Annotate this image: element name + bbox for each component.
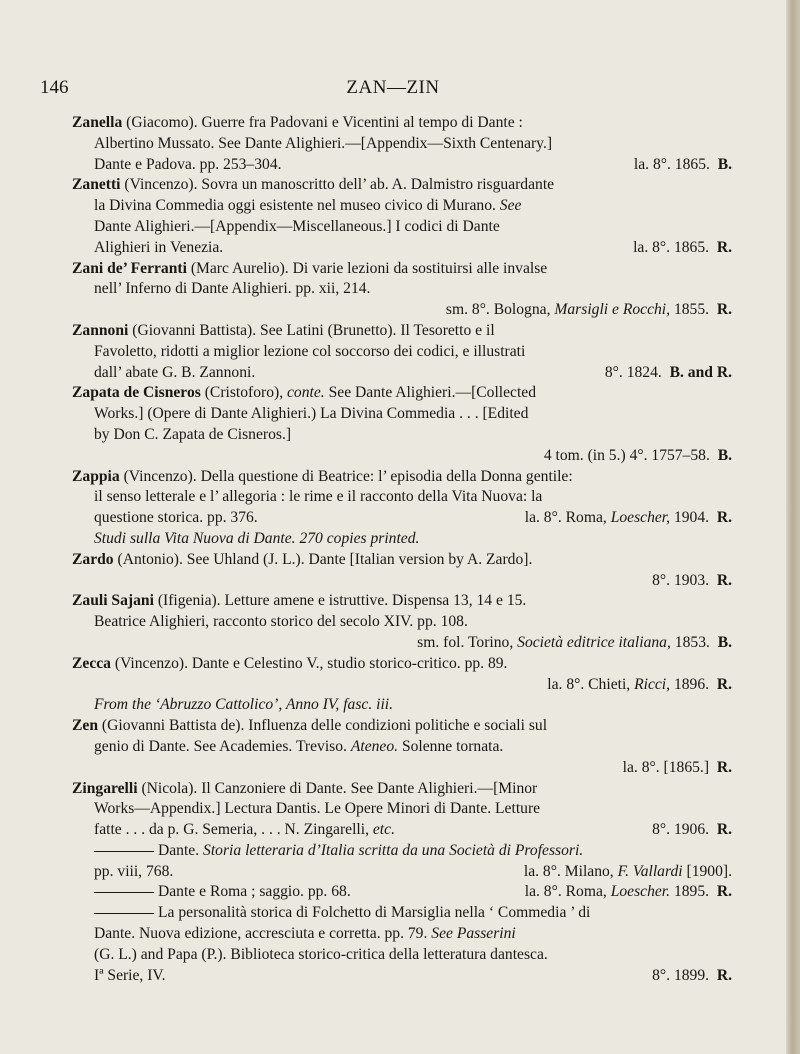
page-edge	[786, 0, 800, 1054]
running-head: ZAN—ZIN	[346, 77, 440, 98]
entry-location-mark: R.	[716, 238, 732, 256]
entry-imprint: la. 8°. Milano,	[523, 862, 614, 880]
entry-zingarelli-dante	[72, 841, 732, 883]
entry-text: etc.	[372, 821, 395, 839]
entry-text: dall’ abate G. B. Zannoni.	[94, 363, 256, 381]
entry-text: Dante e Roma ; saggio. pp. 68.	[158, 883, 351, 901]
entry-location-mark: B. and R.	[669, 363, 732, 381]
entry-text: (Marc Aurelio). Di varie lezioni da sostituirsi alle invalse	[190, 259, 548, 277]
entry-location-mark: R.	[716, 966, 732, 984]
entry-heading: Zauli Sajani	[72, 592, 154, 610]
page-header	[40, 76, 746, 100]
entry-text: (Giovanni Battista). See Latini (Brunetto). Il Tesoretto e il	[132, 321, 495, 339]
entry-heading: Zanella	[72, 114, 123, 131]
entry-location-mark: R.	[716, 301, 732, 319]
entry-publisher: Ricci,	[634, 675, 671, 693]
entry-zingarelli	[72, 779, 732, 841]
entry-year: [1900].	[686, 862, 732, 880]
entry-heading: Zanetti	[72, 176, 121, 194]
entry-text: (Ifigenia). Letture amene e istruttive. Dispensa 13, 14 e 15.	[157, 592, 527, 610]
entry-text: Ateneo.	[350, 737, 399, 755]
entry-text: (Vincenzo). Dante e Celestino V., studio storico-critico. pp. 89.	[114, 654, 508, 672]
entry-imprint: 8°. 1903.	[652, 571, 710, 589]
entry-text: conte.	[287, 384, 325, 402]
entry-publisher: Società editrice italiana,	[517, 633, 671, 651]
entry-heading: Zani de’ Ferranti	[72, 259, 187, 277]
entry-text: See Passerini	[431, 925, 516, 943]
entry-imprint: 8°. 1906.	[652, 821, 710, 839]
entry-heading: Zappia	[72, 467, 120, 485]
entry-text: Storia letteraria d’Italia scritta da una Società di Professori.	[203, 841, 584, 859]
entry-heading: Zapata de Cisneros	[72, 384, 201, 402]
entry-text: Beatrice Alighieri, racconto storico del secolo XIV. pp. 108.	[94, 613, 468, 631]
entry-location-mark: B.	[717, 633, 732, 651]
entry-text: Iª Serie, IV.	[94, 966, 166, 984]
page-number: 146	[40, 77, 69, 98]
entry-text: (Cristoforo),	[204, 384, 284, 402]
entry-zanella	[72, 113, 732, 175]
entry-year: 1895.	[673, 883, 710, 901]
catalogue-entries	[72, 113, 732, 986]
ditto-rule	[94, 851, 154, 852]
entry-heading: Zingarelli	[72, 779, 138, 797]
entry-location-mark: B.	[717, 155, 732, 173]
entry-zardo	[72, 550, 732, 592]
entry-year: 1904.	[673, 509, 710, 527]
entry-text: nell’ Inferno di Dante Alighieri. pp. xii, 214.	[94, 280, 371, 298]
entry-zappia	[72, 467, 732, 550]
entry-publisher: Loescher.	[610, 883, 671, 901]
entry-text: pp. viii, 768.	[94, 862, 174, 880]
entry-imprint: la. 8°. Chieti,	[547, 675, 631, 693]
ditto-rule	[94, 913, 154, 914]
entry-text: See	[499, 197, 522, 215]
entry-note: Studi sulla Vita Nuova di Dante. 270 copies printed.	[94, 529, 420, 547]
entry-text: Alighieri in Venezia.	[94, 238, 224, 256]
entry-zingarelli-folchetto	[72, 903, 732, 986]
entry-year: 1855.	[673, 301, 710, 319]
entry-text: Dante.	[158, 841, 200, 859]
entry-imprint: 4 tom. (in 5.) 4°. 1757–58.	[543, 446, 710, 464]
entry-imprint: 8°. 1899.	[652, 966, 710, 984]
entry-zanetti	[72, 175, 732, 258]
entry-location-mark: R.	[716, 758, 732, 776]
entry-imprint: 8°. 1824.	[604, 363, 662, 381]
entry-text: See Dante Alighieri.—[Collected	[328, 384, 537, 402]
entry-location-mark: R.	[716, 821, 732, 839]
entry-year: 1853.	[674, 633, 710, 651]
entry-publisher: Marsigli e Rocchi,	[554, 301, 671, 319]
entry-text: Solenne tornata.	[401, 737, 504, 755]
entry-imprint: la. 8°. Roma,	[524, 509, 607, 527]
entry-text: Dante e Padova. pp. 253–304.	[94, 155, 282, 173]
entry-imprint: sm. 8°. Bologna,	[445, 301, 551, 319]
entry-imprint: la. 8°. 1865.	[633, 238, 710, 256]
entry-location-mark: R.	[716, 571, 732, 589]
entry-text: fatte . . . da p. G. Semeria, . . . N. Zingarelli,	[94, 821, 369, 839]
entry-zani-de-ferranti	[72, 259, 732, 321]
entry-zauli-sajani	[72, 591, 732, 653]
entry-publisher: Loescher,	[610, 509, 671, 527]
entry-heading: Zen	[72, 717, 98, 735]
entry-year: 1896.	[673, 675, 710, 693]
entry-text: Works.] (Opere di Dante Alighieri.) La Divina Commedia . . . [Edited	[94, 405, 529, 423]
entry-text: genio di Dante. See Academies. Treviso.	[94, 737, 347, 755]
entry-note: From the ‘Abruzzo Cattolico’, Anno IV, fasc. iii.	[94, 696, 394, 714]
entry-text: (Nicola). Il Canzoniere di Dante. See Dante Alighieri.—[Minor	[141, 779, 538, 797]
entry-text: Dante Alighieri.—[Appendix—Miscellaneous.] I codici di Dante	[94, 217, 500, 235]
entry-text: la Divina Commedia oggi esistente nel museo civico di Murano.	[94, 197, 496, 215]
entry-zapata-de-cisneros	[72, 383, 732, 466]
entry-heading: Zecca	[72, 654, 111, 672]
entry-imprint: la. 8°. Roma,	[524, 883, 607, 901]
entry-text: by Don C. Zapata de Cisneros.]	[94, 425, 292, 443]
entry-heading: Zannoni	[72, 321, 129, 339]
entry-zingarelli-dante-e-roma	[72, 882, 732, 903]
entry-location-mark: R.	[716, 509, 732, 527]
entry-imprint: sm. fol. Torino,	[417, 633, 514, 651]
entry-imprint: la. 8°. 1865.	[633, 155, 710, 173]
entry-text: Albertino Mussato. See Dante Alighieri.—[Appendix—Sixth Centenary.]	[94, 134, 553, 152]
entry-text: (G. L.) and Papa (P.). Biblioteca storico-critica della letteratura dantesca.	[94, 945, 548, 963]
entry-location-mark: R.	[716, 675, 732, 693]
entry-zen	[72, 716, 732, 778]
entry-text: (Vincenzo). Della questione di Beatrice: l’ episodia della Donna gentile:	[123, 467, 573, 485]
entry-text: (Giacomo). Guerre fra Padovani e Vicentini al tempo di Dante :	[126, 114, 523, 131]
entry-location-mark: R.	[716, 883, 732, 901]
entry-text: Dante. Nuova edizione, accresciuta e corretta. pp. 79.	[94, 925, 428, 943]
entry-text: Works—Appendix.] Lectura Dantis. Le Opere Minori di Dante. Letture	[94, 800, 541, 818]
entry-heading: Zardo	[72, 550, 114, 568]
entry-text: questione storica. pp. 376.	[94, 509, 258, 527]
entry-imprint: la. 8°. [1865.]	[622, 758, 710, 776]
entry-text: (Antonio). See Uhland (J. L.). Dante [Italian version by A. Zardo].	[117, 550, 533, 568]
entry-zannoni	[72, 321, 732, 383]
entry-zecca	[72, 654, 732, 716]
entry-text: (Giovanni Battista de). Influenza delle condizioni politiche e sociali sul	[101, 717, 548, 735]
entry-text: il senso letterale e l’ allegoria : le rime e il racconto della Vita Nuova: la	[94, 488, 543, 506]
entry-text: La personalità storica di Folchetto di Marsiglia nella ‘ Commedia ’ di	[158, 904, 591, 922]
entry-location-mark: B.	[717, 446, 732, 464]
entry-text: (Vincenzo). Sovra un manoscritto dell’ ab. A. Dalmistro risguardante	[124, 176, 555, 194]
entry-publisher: F. Vallardi	[617, 862, 683, 880]
ditto-rule	[94, 892, 154, 893]
entry-text: Favoletto, ridotti a miglior lezione col soccorso dei codici, e illustrati	[94, 342, 526, 360]
